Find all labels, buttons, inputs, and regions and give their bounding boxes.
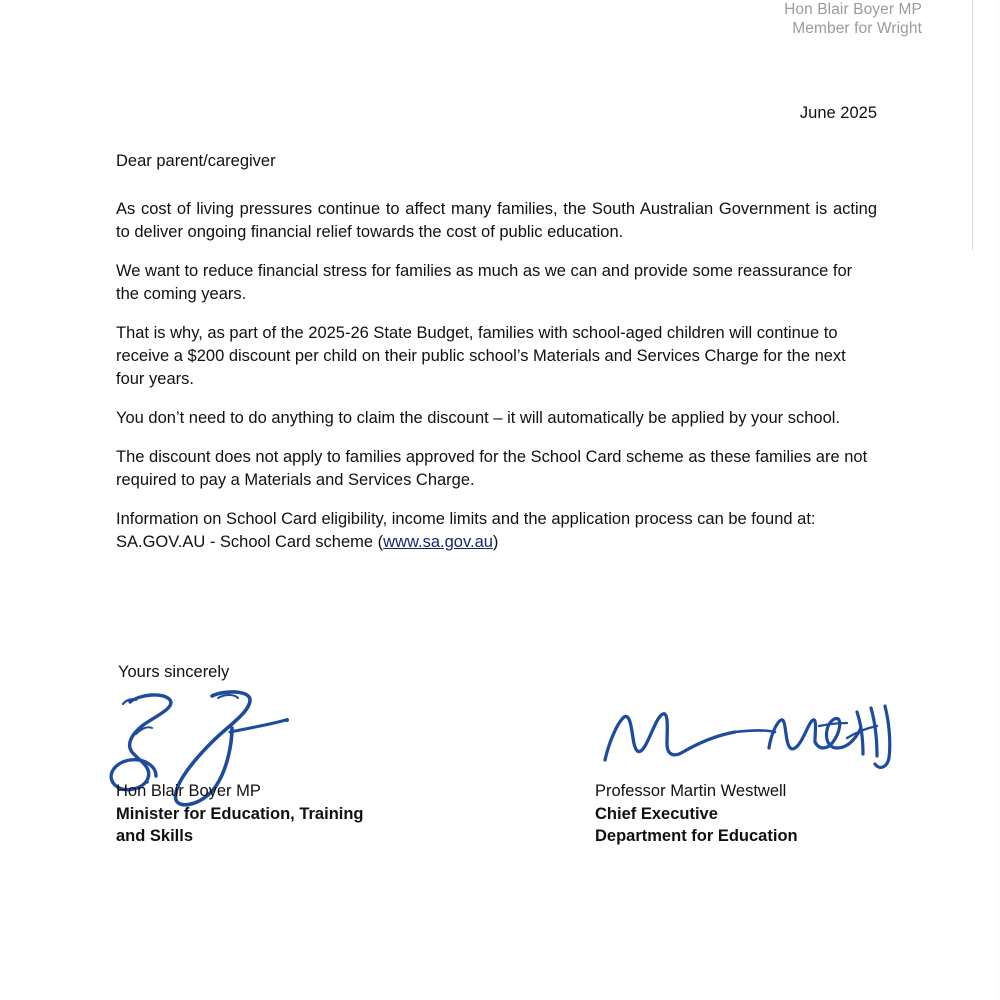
signoff-right-title-line-2: Department for Education	[595, 827, 798, 845]
body-paragraph-3: That is why, as part of the 2025-26 State Budget, families with school-aged children will continue to receive a $200 discount per child on their public school’s Materials and Services Charge for the next four years.	[116, 324, 846, 388]
letter-body	[116, 198, 877, 554]
signoff-left-title-line-1: Minister for Education, Training	[116, 804, 364, 823]
body-paragraph-2: We want to reduce financial stress for families as much as we can and provide some reassurance for the coming years.	[116, 262, 853, 303]
body-paragraph-4: You don’t need to do anything to claim the discount – it will automatically be applied by your school.	[116, 409, 841, 427]
signoff-right-title-line-1: Chief Executive	[595, 804, 718, 823]
body-paragraph-6-text-after: )	[492, 533, 499, 551]
signoff-left-title-line-2: and Skills	[116, 827, 194, 845]
body-paragraph-6	[116, 508, 877, 554]
signature-martin-westwell	[595, 698, 905, 778]
letterhead-line-1: Hon Blair Boyer MP	[784, 1, 922, 18]
body-paragraph-6-text-before: Information on School Card eligibility, income limits and the application process can be found at: SA.GOV.AU - School Card scheme (	[116, 510, 816, 551]
signoff-left-name: Hon Blair Boyer MP	[116, 782, 261, 800]
letter-date: June 2025	[799, 104, 877, 122]
body-paragraph-1: As cost of living pressures continue to affect many families, the South Australian Government is acting to deliver ongoing financial relief towards the cost of public education.	[116, 200, 877, 241]
closing-line: Yours sincerely	[118, 663, 230, 681]
body-paragraph-5: The discount does not apply to families approved for the School Card scheme as these families are not required to pay a Materials and Services Charge.	[116, 448, 868, 489]
letterhead	[600, 0, 922, 38]
signoff-left	[116, 780, 364, 848]
scan-margin-strip	[996, 0, 1000, 1000]
letterhead-line-2: Member for Wright	[792, 20, 922, 37]
salutation: Dear parent/caregiver	[116, 152, 276, 170]
scan-edge-line	[972, 0, 973, 250]
signoff-right	[595, 780, 798, 848]
sa-gov-au-link[interactable]: www.sa.gov.au	[383, 533, 493, 551]
signoff-right-name: Professor Martin Westwell	[595, 782, 787, 800]
